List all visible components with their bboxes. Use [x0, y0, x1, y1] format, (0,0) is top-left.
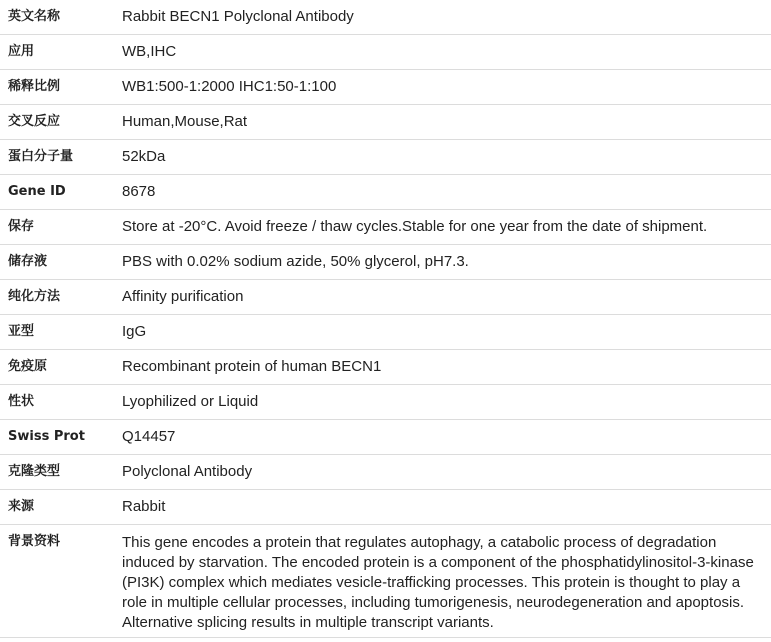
- spec-value: Affinity purification: [122, 280, 771, 315]
- spec-value: This gene encodes a protein that regulates autophagy, a catabolic process of degradation induced by starvation. The encoded protein is a component of the phosphatidylinositol-3-kinase (PI3K) complex which mediates vesicle-trafficking processes. This protein is thought to play a role in multiple cellular processes, including tumorigenesis, neurodegeneration and apoptosis. Alternative splicing results in multiple transcript variants.: [122, 525, 771, 638]
- spec-row-host: [0, 490, 771, 525]
- spec-value: Polyclonal Antibody: [122, 455, 771, 490]
- spec-label: 英文名称: [0, 0, 122, 35]
- spec-row-background: [0, 525, 771, 638]
- spec-row-molecular-weight: [0, 140, 771, 175]
- spec-value: WB,IHC: [122, 35, 771, 70]
- spec-value: Human,Mouse,Rat: [122, 105, 771, 140]
- spec-row-dilution: [0, 70, 771, 105]
- spec-label: 交叉反应: [0, 105, 122, 140]
- spec-label: 性状: [0, 385, 122, 420]
- spec-row-gene-id: [0, 175, 771, 210]
- spec-value: PBS with 0.02% sodium azide, 50% glycerol, pH7.3.: [122, 245, 771, 280]
- spec-value: Rabbit BECN1 Polyclonal Antibody: [122, 0, 771, 35]
- spec-label: 免疫原: [0, 350, 122, 385]
- spec-label: 亚型: [0, 315, 122, 350]
- spec-row-immunogen: [0, 350, 771, 385]
- spec-label: Gene ID: [0, 175, 122, 210]
- spec-label: 储存液: [0, 245, 122, 280]
- spec-row-storage: [0, 210, 771, 245]
- spec-row-form: [0, 385, 771, 420]
- spec-value: WB1:500-1:2000 IHC1:50-1:100: [122, 70, 771, 105]
- spec-value: Lyophilized or Liquid: [122, 385, 771, 420]
- spec-value: 52kDa: [122, 140, 771, 175]
- spec-row-purification: [0, 280, 771, 315]
- spec-row-application: [0, 35, 771, 70]
- spec-label: 纯化方法: [0, 280, 122, 315]
- spec-label: 应用: [0, 35, 122, 70]
- spec-row-isotype: [0, 315, 771, 350]
- spec-label: 克隆类型: [0, 455, 122, 490]
- spec-value: Recombinant protein of human BECN1: [122, 350, 771, 385]
- spec-value: 8678: [122, 175, 771, 210]
- spec-label: 来源: [0, 490, 122, 525]
- spec-label: 稀释比例: [0, 70, 122, 105]
- spec-value: Store at -20°C. Avoid freeze / thaw cycles.Stable for one year from the date of shipment.: [122, 210, 771, 245]
- spec-value: IgG: [122, 315, 771, 350]
- spec-row-reactivity: [0, 105, 771, 140]
- spec-label: 蛋白分子量: [0, 140, 122, 175]
- spec-value: Rabbit: [122, 490, 771, 525]
- spec-row-swiss-prot: [0, 420, 771, 455]
- spec-label: 背景资料: [0, 525, 122, 638]
- spec-value: Q14457: [122, 420, 771, 455]
- spec-row-buffer: [0, 245, 771, 280]
- spec-row-clonality: [0, 455, 771, 490]
- spec-row-english-name: [0, 0, 771, 35]
- spec-label: Swiss Prot: [0, 420, 122, 455]
- spec-label: 保存: [0, 210, 122, 245]
